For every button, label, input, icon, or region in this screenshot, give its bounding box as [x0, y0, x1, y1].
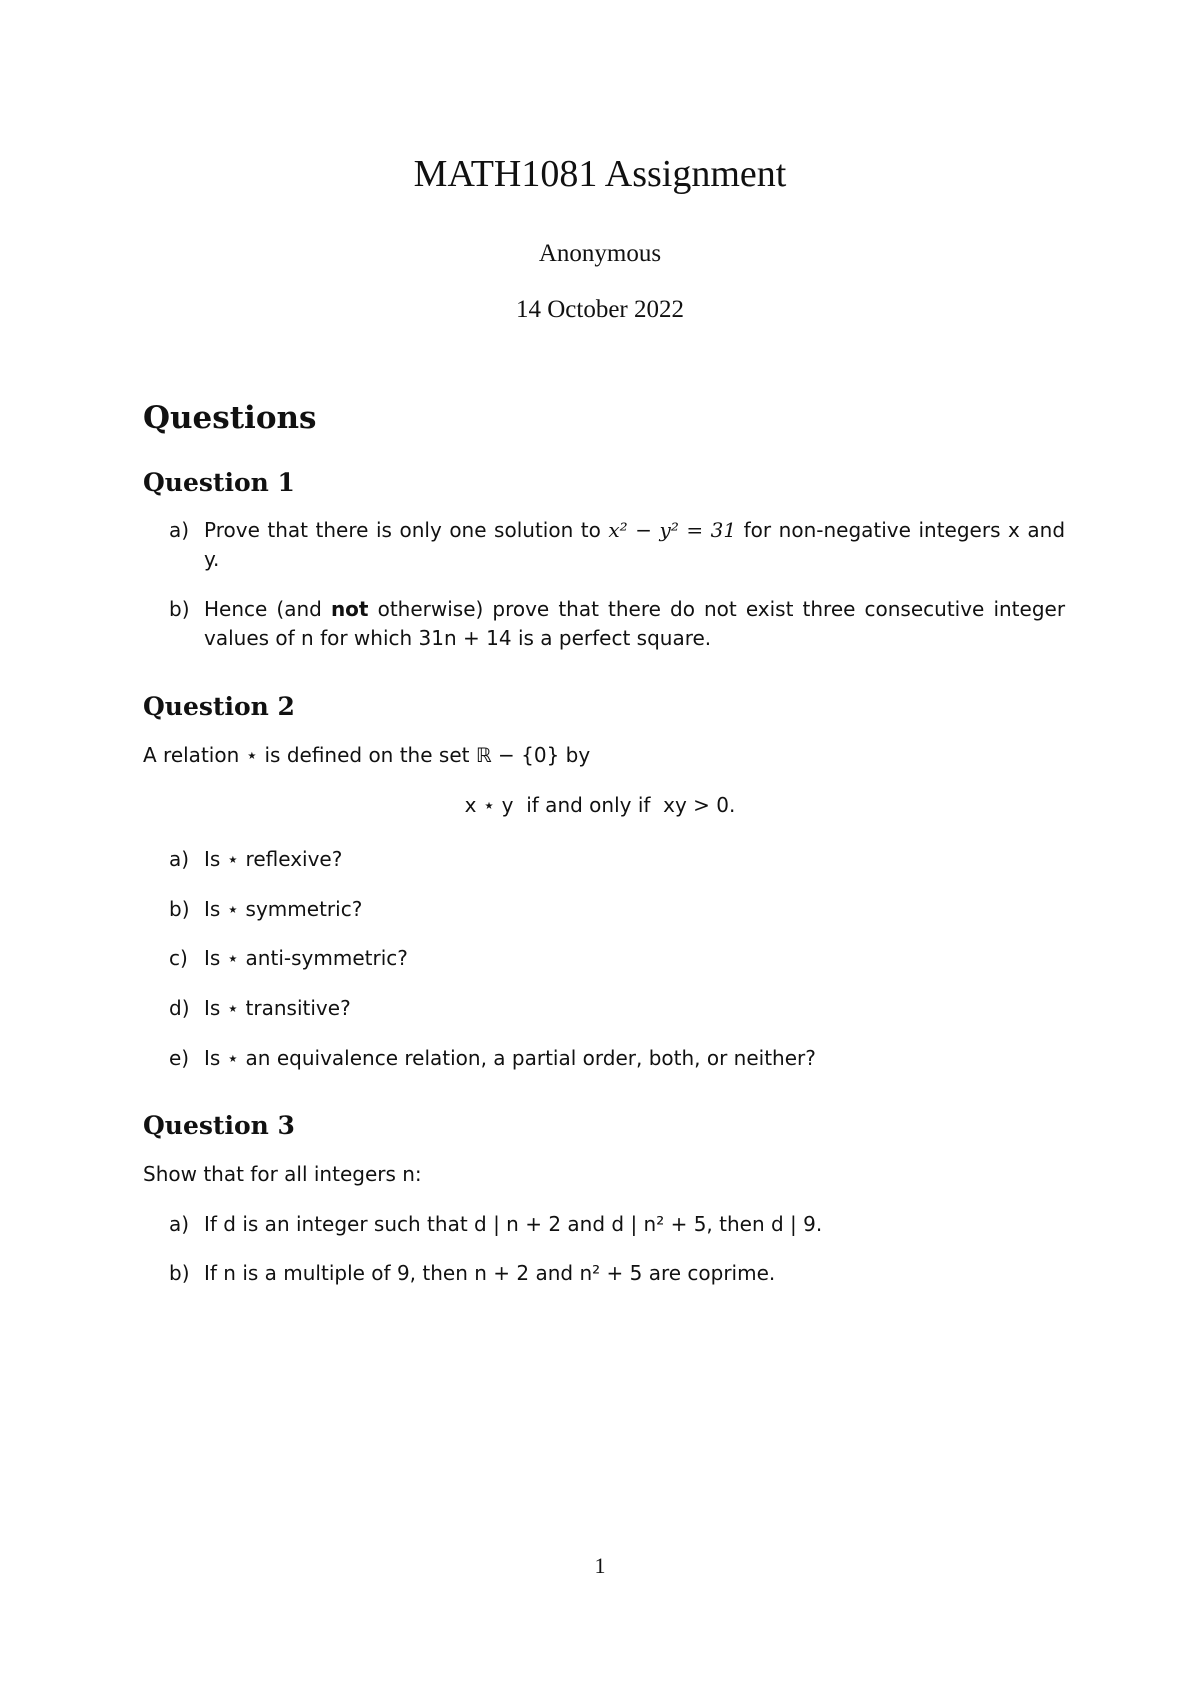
- question-2-part-d: [143, 994, 1065, 1023]
- page-number: 1: [594, 1553, 606, 1578]
- part-label: a): [169, 518, 190, 542]
- question-2-part-e: [143, 1044, 1065, 1073]
- question-3-part-b: [143, 1259, 1065, 1288]
- part-text: Is ⋆ reflexive?: [204, 847, 343, 871]
- part-text: If n is a multiple of 9, then n + 2 and n² + 5 are coprime.: [204, 1261, 776, 1285]
- part-label: a): [169, 1212, 190, 1236]
- part-text: Is ⋆ an equivalence relation, a partial order, both, or neither?: [204, 1046, 816, 1070]
- part-text: Hence (and not otherwise) prove that there do not exist three consecutive integer values of n for which 31n + 14 is a perfect square.: [204, 597, 1066, 650]
- question-2-part-c: [143, 944, 1065, 973]
- question-3-intro: Show that for all integers n:: [143, 1162, 422, 1186]
- part-label: b): [169, 897, 190, 921]
- section-heading-questions: Questions: [143, 400, 317, 436]
- part-label: d): [169, 996, 190, 1020]
- part-text: Is ⋆ anti-symmetric?: [204, 946, 408, 970]
- part-text: If d is an integer such that d | n + 2 and d | n² + 5, then d | 9.: [204, 1212, 823, 1236]
- question-2-intro: A relation ⋆ is defined on the set ℝ − {0} by: [143, 743, 591, 767]
- document-date: 14 October 2022: [515, 296, 685, 323]
- part-text: Is ⋆ transitive?: [204, 996, 351, 1020]
- question-2-part-a: [143, 845, 1065, 874]
- part-label: c): [169, 946, 188, 970]
- question-3-part-a: [143, 1210, 1065, 1239]
- question-2-display-equation: x ⋆ y if and only if xy > 0.: [464, 793, 736, 817]
- part-text: Is ⋆ symmetric?: [204, 897, 363, 921]
- question-2-part-b: [143, 895, 1065, 924]
- question-2-heading: Question 2: [143, 692, 295, 721]
- question-3-heading: Question 3: [143, 1111, 295, 1140]
- part-label: b): [169, 1261, 190, 1285]
- question-1-heading: Question 1: [143, 468, 295, 497]
- part-label: a): [169, 847, 190, 871]
- document-author: Anonymous: [538, 240, 662, 267]
- document-title: MATH1081 Assignment: [413, 153, 787, 195]
- question-1-part-a: [143, 516, 1065, 574]
- question-1-part-b: [143, 595, 1065, 653]
- part-label: e): [169, 1046, 190, 1070]
- part-text: Prove that there is only one solution to x² − y² = 31 for non-negative integers x and y.: [204, 518, 1066, 571]
- part-label: b): [169, 597, 190, 621]
